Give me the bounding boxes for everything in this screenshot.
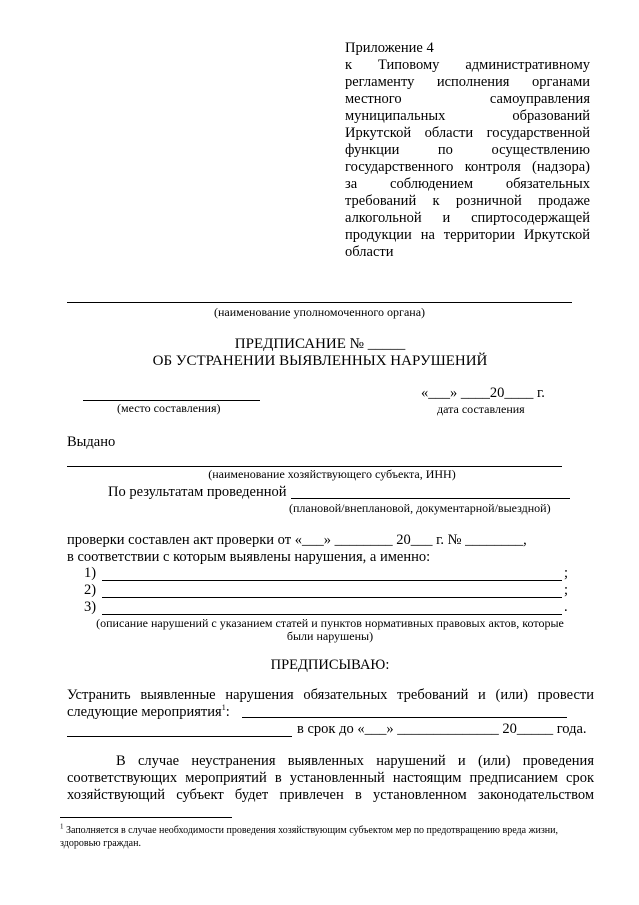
violation-item-end: ; <box>564 582 569 598</box>
eliminate-block <box>67 687 594 747</box>
authority-caption: (наименование уполномоченного органа) <box>213 305 426 319</box>
footnote-ref: 1 <box>221 703 226 713</box>
annex-line: за соблюдением обязательных <box>345 176 590 192</box>
footnote-separator <box>60 817 232 818</box>
annex-line: Приложение 4 <box>345 40 434 56</box>
annex-line: муниципальных образований <box>345 108 590 124</box>
date-value: «___» ____20____ г. <box>421 385 545 401</box>
prescribe-heading: ПРЕДПИСЫВАЮ: <box>270 657 390 673</box>
authority-line <box>67 302 572 303</box>
consequence-line2: соответствующих мероприятий в установленный настоящим предписанием срок <box>67 770 594 786</box>
violation-item-line <box>102 580 562 581</box>
eliminate-line1: Устранить выявленные нарушения обязательных требований и (или) провести <box>67 687 594 703</box>
violation-item-line <box>102 597 562 598</box>
violation-item-num: 3) <box>84 599 97 615</box>
violation-item-num: 1) <box>84 565 97 581</box>
issued-label: Выдано <box>67 434 116 450</box>
act-line2: в соответствии с которым выявлены нарушения, а именно: <box>67 549 431 565</box>
annex-line: функции по осуществлению <box>345 142 590 158</box>
annex-line: требований к розничной продаже <box>345 193 590 209</box>
annex-line: к Типовому административному <box>345 57 590 73</box>
annex-line: алкогольной и спиртосодержащей <box>345 210 590 226</box>
annex-line: государственного контроля (надзора) <box>345 159 590 175</box>
annex-line: области <box>345 244 394 260</box>
consequence-block <box>67 753 594 813</box>
footnote-mark: 1 <box>60 822 64 831</box>
doc-title-line1: ПРЕДПИСАНИЕ № _____ <box>234 336 406 352</box>
annex-line: Иркутской области государственной <box>345 125 590 141</box>
measures-line <box>242 717 567 718</box>
footnote-line1 <box>60 824 558 837</box>
check-type-caption: (плановой/внеплановой, документарной/выездной) <box>289 501 551 515</box>
eliminate-line2-colon: : <box>225 704 230 720</box>
annex-line: местного самоуправления <box>345 91 590 107</box>
date-caption: дата составления <box>437 402 525 416</box>
annex-line: продукции на территории Иркутской <box>345 227 590 243</box>
violations-caption-line1: (описание нарушений с указанием статей и пунктов нормативных правовых актов, которые <box>96 616 564 630</box>
footnote <box>60 824 558 850</box>
doc-title-line2: ОБ УСТРАНЕНИИ ВЫЯВЛЕННЫХ НАРУШЕНИЙ <box>152 353 488 369</box>
eliminate-line2-text: следующие мероприятия <box>67 704 222 720</box>
entity-caption: (наименование хозяйствующего субъекта, ИНН) <box>208 467 456 481</box>
footnote-line2: здоровью граждан. <box>60 838 141 849</box>
consequence-line1: В случае неустранения выявленных нарушений и (или) проведения <box>116 753 594 769</box>
consequence-line3: хозяйствующий субъект будет привлечен в установленном законодательством <box>67 787 594 803</box>
measures-line-2 <box>67 736 292 737</box>
eliminate-line2 <box>67 704 230 720</box>
violation-item-num: 2) <box>84 582 97 598</box>
violation-item-line <box>102 614 562 615</box>
violation-item-end: . <box>564 599 568 615</box>
place-caption: (место составления) <box>117 401 221 415</box>
deadline-text: в срок до «___» ______________ 20_____ года. <box>297 721 587 737</box>
annex-line: регламенту исполнения органами <box>345 74 590 90</box>
act-line1: проверки составлен акт проверки от «___» ________ 20___ г. № ________, <box>67 532 527 548</box>
footnote-text: Заполняется в случае необходимости проведения хозяйствующим субъектом мер по предотвращению вреда жизни, <box>63 825 558 836</box>
violation-item-end: ; <box>564 565 569 581</box>
results-label: По результатам проведенной <box>108 484 287 500</box>
check-type-line <box>291 498 570 499</box>
violations-caption-line2: были нарушены) <box>286 629 374 643</box>
